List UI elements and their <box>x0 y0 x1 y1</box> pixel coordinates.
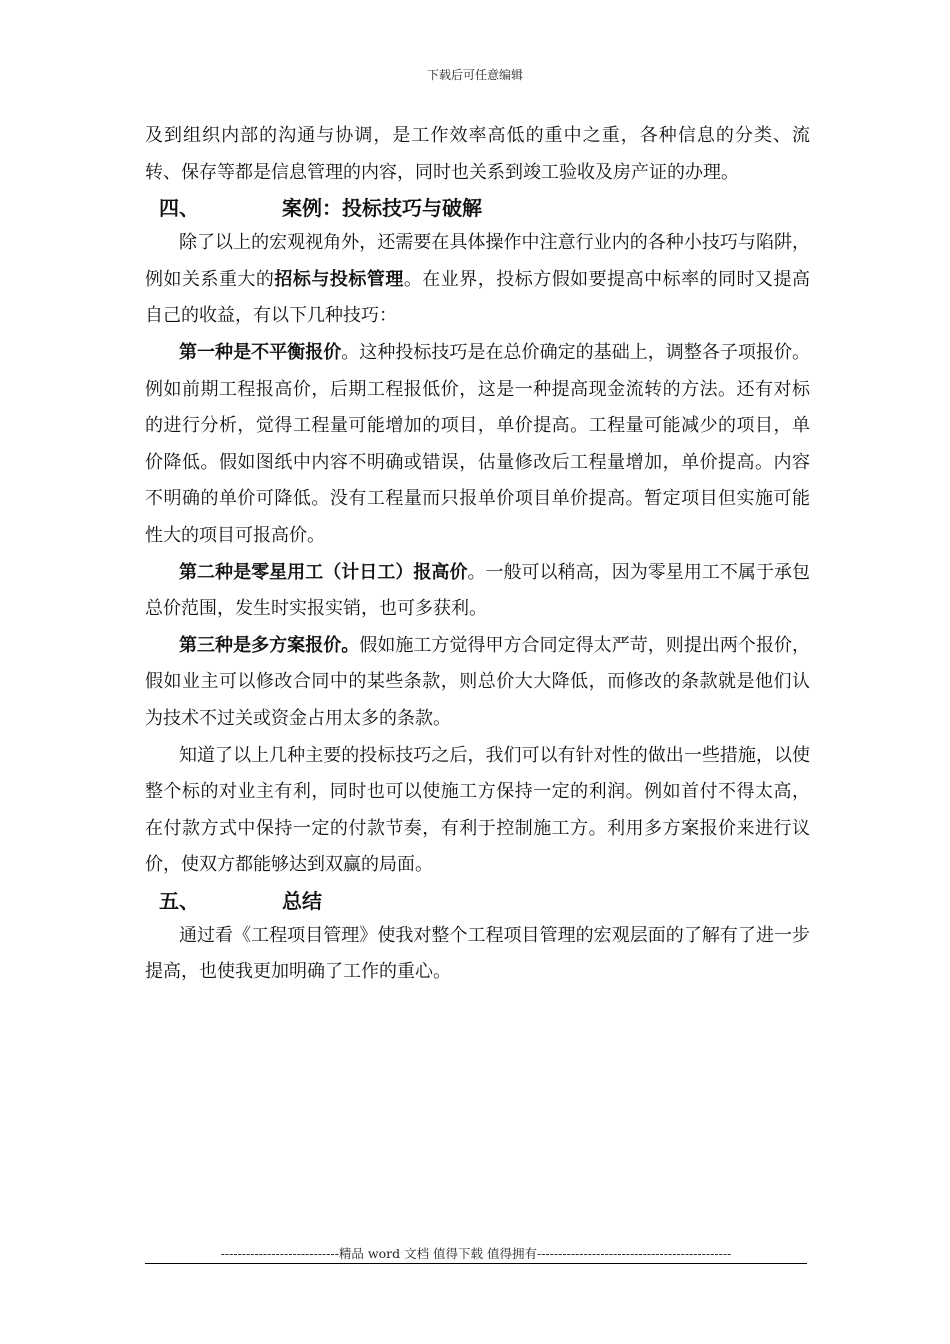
footer-divider <box>145 1263 807 1264</box>
section-title: 案例：投标技巧与破解 <box>282 196 482 221</box>
text-run: 。在业界，投标方假如要提高中标率的同时又提高自己的收益，有以下几种技巧： <box>145 268 811 327</box>
section-title: 总结 <box>282 888 322 913</box>
section-heading-4 <box>145 191 810 225</box>
page-header-note: 下载后可任意编辑 <box>426 68 523 82</box>
paragraph-technique-2 <box>145 555 810 628</box>
bold-term: 招标与投标管理 <box>274 268 404 290</box>
text-run: 除了以上的宏观视角外，还需要在具体操作中注意行业内的各种小技巧与陷阱，例如关系重大的 <box>145 232 810 290</box>
bold-term: 第二种是零星用工（计日工）报高价 <box>179 561 468 583</box>
bold-term: 第一种是不平衡报价 <box>179 341 342 363</box>
paragraph-continued: 及到组织内部的沟通与协调，是工作效率高低的重中之重，各种信息的分类、流转、保存等都是信息管理的内容，同时也关系到竣工验收及房产证的办理。 <box>145 125 810 183</box>
text-run: 。这种投标技巧是在总价确定的基础上，调整各子项报价。例如前期工程报高价，后期工程报低价，这是一种提高现金流转的方法。还有对标的进行分析，觉得工程量可能增加的项目，单价提高。工程量可能减少的项目，单价降低。假如图纸中内容不明确或错误，估量修改后工程量增加，单价提高。内容不明确的单价可降低。没有工程量而只报单价项目单价提高。暂定项目但实施可能性大的项目可报高价。 <box>145 341 810 546</box>
paragraph-intro <box>145 225 810 335</box>
paragraph-measures: 知道了以上几种主要的投标技巧之后，我们可以有针对性的做出一些措施，以使整个标的对业主有利，同时也可以使施工方保持一定的利润。例如首付不得太高，在付款方式中保持一定的付款节奏，有利于控制施工方。利用多方案报价来进行议价，使双方都能够达到双赢的局面。 <box>145 744 810 876</box>
paragraph-technique-1 <box>145 335 810 555</box>
text-run: 。一般可以稍高，因为零星用工不属于承包总价范围，发生时实报实销，也可多获利。 <box>145 561 810 620</box>
paragraph-summary: 通过看《工程项目管理》使我对整个工程项目管理的宏观层面的了解有了进一步提高，也使我更加明确了工作的重心。 <box>145 924 810 983</box>
text-run: 假如施工方觉得甲方合同定得太严苛，则提出两个报价，假如业主可以修改合同中的某些条款，则总价大大降低，而修改的条款就是他们认为技术不过关或资金占用太多的条款。 <box>145 634 811 729</box>
document-body <box>145 118 810 991</box>
section-number: 四、 <box>159 196 199 221</box>
paragraph-technique-3 <box>145 628 810 738</box>
page-footer-note: ----------------------------精品 word 文档 值得下载 值得拥有---------------------------------------------- <box>220 1246 732 1261</box>
bold-term: 第三种是多方案报价。 <box>179 634 360 656</box>
section-number: 五、 <box>159 888 199 913</box>
section-heading-5 <box>145 884 810 918</box>
